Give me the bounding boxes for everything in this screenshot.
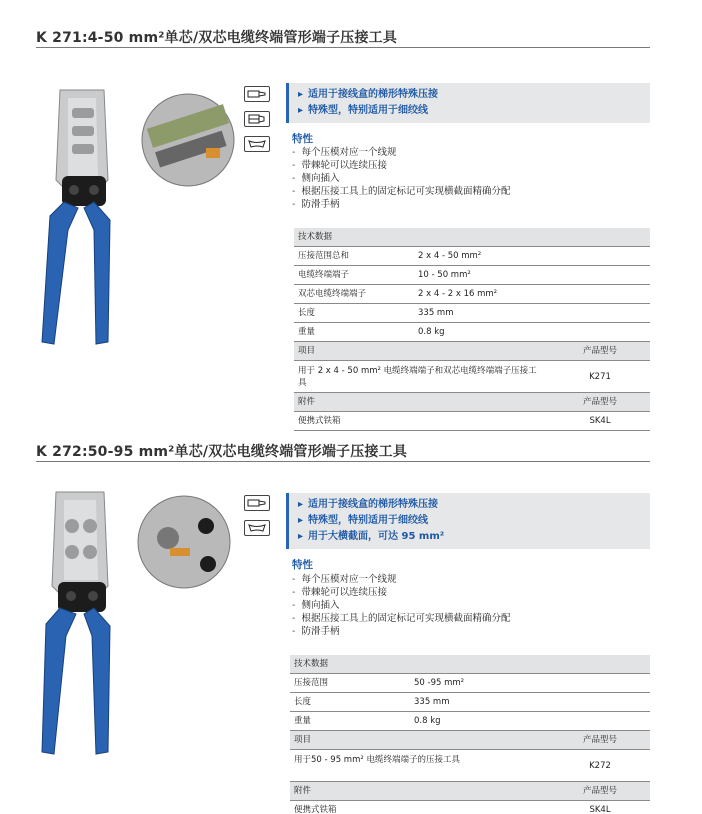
table-row bbox=[290, 750, 650, 782]
feature-item: - 防滑手柄 bbox=[292, 198, 652, 211]
item-header bbox=[290, 731, 650, 750]
single-ferrule-icon bbox=[244, 86, 270, 102]
benefit-item: ▸ 特殊型，特别适用于细绞线 bbox=[298, 513, 650, 529]
table-row bbox=[290, 712, 650, 731]
feature-item: - 侧向插入 bbox=[292, 599, 652, 612]
table-row bbox=[290, 693, 650, 712]
ferrule-type-icons bbox=[244, 86, 270, 161]
feature-item: - 侧向插入 bbox=[292, 172, 652, 185]
item-code: K271 bbox=[589, 372, 611, 382]
accessory-header-label: 附件 bbox=[298, 397, 316, 407]
accessory-description: 便携式铁箱 bbox=[298, 416, 341, 426]
spec-label: 电缆终端端子 bbox=[298, 270, 350, 280]
accessory-header bbox=[294, 393, 650, 412]
benefit-item: ▸ 适用于接线盒的梯形特殊压接 bbox=[298, 497, 650, 513]
item-description: 用于 2 x 4 - 50 mm² 电缆终端端子和双芯电缆终端端子压接工具 bbox=[298, 366, 537, 388]
item-header-label: 项目 bbox=[298, 346, 316, 356]
spec-label: 重量 bbox=[298, 327, 316, 337]
spec-value: 335 mm bbox=[414, 697, 450, 707]
trapezoid-profile-icon bbox=[244, 520, 270, 536]
spec-value: 2 x 4 - 2 x 16 mm² bbox=[418, 289, 498, 299]
tech-data-header bbox=[290, 655, 650, 674]
table-row bbox=[290, 801, 650, 814]
spec-value: 2 x 4 - 50 mm² bbox=[418, 251, 482, 261]
spec-label: 压接范围 bbox=[294, 678, 329, 688]
accessory-description: 便携式铁箱 bbox=[294, 805, 337, 814]
table-row bbox=[294, 323, 650, 342]
key-benefits-box bbox=[286, 83, 650, 123]
key-benefits-box bbox=[286, 493, 650, 549]
item-header bbox=[294, 342, 650, 361]
feature-item: - 每个压模对应一个线规 bbox=[292, 146, 652, 159]
crimping-tool-image bbox=[38, 80, 238, 352]
tech-data-header-label: 技术数据 bbox=[298, 232, 333, 242]
spec-label: 双芯电缆终端端子 bbox=[298, 289, 367, 299]
features-list bbox=[292, 146, 652, 211]
accessory-header-code: 产品型号 bbox=[582, 786, 617, 796]
benefit-item: ▸ 适用于接线盒的梯形特殊压接 bbox=[298, 87, 650, 103]
tool-photo bbox=[38, 80, 238, 352]
feature-item: - 防滑手柄 bbox=[292, 625, 652, 638]
table-row bbox=[294, 266, 650, 285]
accessory-header-label: 附件 bbox=[294, 786, 312, 796]
feature-item: - 带棘轮可以连续压接 bbox=[292, 159, 652, 172]
table-row bbox=[294, 412, 650, 431]
table-row bbox=[294, 304, 650, 323]
section-title: K 271:4-50 mm²单芯/双芯电缆终端管形端子压接工具 bbox=[36, 30, 398, 46]
item-header-label: 项目 bbox=[294, 735, 312, 745]
tech-data-header-label: 技术数据 bbox=[294, 659, 329, 669]
table-row bbox=[294, 285, 650, 304]
item-header-code: 产品型号 bbox=[582, 735, 617, 745]
technical-data-table bbox=[290, 655, 650, 814]
spec-value: 335 mm bbox=[418, 308, 454, 318]
accessory-code: SK4L bbox=[589, 805, 611, 814]
spec-label: 长度 bbox=[294, 697, 312, 707]
accessory-code: SK4L bbox=[589, 416, 611, 426]
spec-value: 10 - 50 mm² bbox=[418, 270, 471, 280]
spec-label: 重量 bbox=[294, 716, 312, 726]
feature-item: - 每个压模对应一个线规 bbox=[292, 573, 652, 586]
feature-item: - 根据压接工具上的固定标记可实现横截面精确分配 bbox=[292, 612, 652, 625]
twin-ferrule-icon bbox=[244, 111, 270, 127]
tech-data-header bbox=[294, 228, 650, 247]
spec-label: 长度 bbox=[298, 308, 316, 318]
crimping-tool-image bbox=[36, 482, 236, 760]
spec-value: 50 -95 mm² bbox=[414, 678, 465, 688]
spec-label: 压接范围总和 bbox=[298, 251, 350, 261]
feature-item: - 根据压接工具上的固定标记可实现横截面精确分配 bbox=[292, 185, 652, 198]
accessory-header bbox=[290, 782, 650, 801]
features-list bbox=[292, 573, 652, 638]
item-header-code: 产品型号 bbox=[582, 346, 617, 356]
item-description: 用于50 - 95 mm² 电缆终端端子的压接工具 bbox=[294, 755, 460, 765]
ferrule-type-icons bbox=[244, 495, 270, 545]
technical-data-table bbox=[294, 228, 650, 431]
trapezoid-profile-icon bbox=[244, 136, 270, 152]
spec-value: 0.8 kg bbox=[418, 327, 445, 337]
spec-value: 0.8 kg bbox=[414, 716, 441, 726]
benefit-item: ▸ 用于大横截面，可达 95 mm² bbox=[298, 529, 650, 545]
table-row bbox=[294, 361, 650, 393]
section-divider bbox=[36, 47, 650, 48]
tool-photo bbox=[36, 482, 236, 760]
feature-item: - 带棘轮可以连续压接 bbox=[292, 586, 652, 599]
item-code: K272 bbox=[589, 761, 611, 771]
section-title: K 272:50-95 mm²单芯/双芯电缆终端管形端子压接工具 bbox=[36, 444, 408, 460]
features-title: 特性 bbox=[292, 559, 313, 571]
accessory-header-code: 产品型号 bbox=[582, 397, 617, 407]
table-row bbox=[294, 247, 650, 266]
section-divider bbox=[36, 461, 650, 462]
single-ferrule-icon bbox=[244, 495, 270, 511]
benefit-item: ▸ 特殊型，特别适用于细绞线 bbox=[298, 103, 650, 119]
features-title: 特性 bbox=[292, 133, 313, 145]
table-row bbox=[290, 674, 650, 693]
